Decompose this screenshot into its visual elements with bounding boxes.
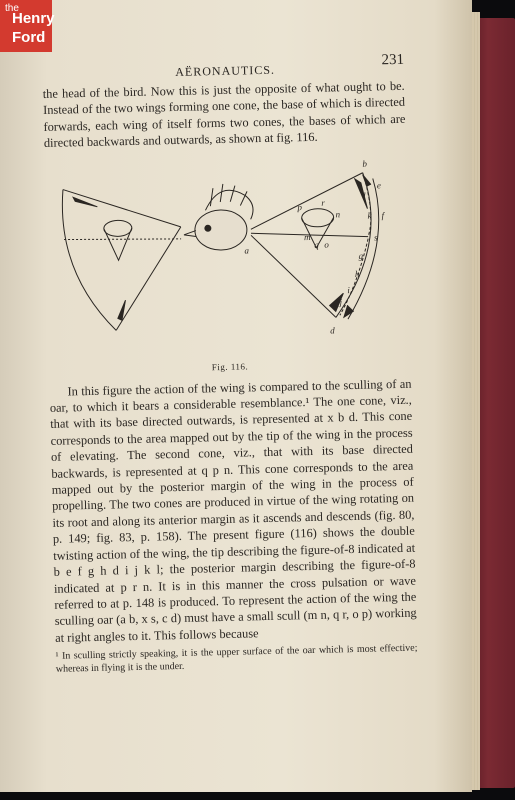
bird-body	[194, 209, 247, 250]
figure-116	[44, 153, 410, 361]
label-k: k	[367, 210, 372, 221]
label-b: b	[362, 158, 368, 169]
right-wing-arc	[333, 172, 374, 317]
figure-caption: Fig. 116.	[211, 361, 249, 372]
label-a: a	[244, 244, 249, 256]
wing-diagram	[44, 153, 410, 361]
label-j: j	[339, 296, 343, 307]
label-q: q	[314, 239, 319, 250]
right-cone-ellipse	[301, 208, 333, 227]
logo-ford: Ford	[12, 29, 46, 46]
label-f: f	[381, 209, 385, 220]
label-d: d	[330, 325, 335, 336]
left-wing-upper	[63, 187, 181, 230]
label-h: h	[354, 268, 360, 279]
label-g: g	[358, 250, 364, 261]
henry-ford-logo	[0, 0, 55, 52]
left-wing-arc	[62, 188, 116, 331]
label-o: o	[324, 239, 329, 250]
logo-henry: Henry	[12, 10, 55, 27]
paragraph-2: In this figure the action of the wing is compared to the sculling of an oar, to which it bears a considerable resemblance.¹ The one cone, viz., that with its base directed outwards, is represented at x b d. This cone corresponds to the area mapped out by the tip of the wing in the process of elevating. The second cone, viz., that with its base directed backwards, is represented at q p n. This cone corresponds to the area mapped out by the posterior margin of the wing in the process of propelling. The two cones are produced in virtue of the wing rotating on its root and along its anterior margin as it ascends and descends (fig. 80, p. 149; fig. 83, p. 158). The present figure (116) shows the double twisting action of the wing, the tip describing the figure-of-8 indicated at b e f g h d i j k l; the posterior margin describing the figure-of-8 indicated at p r n. It is in this manner the cross pulsation or wave referred to at p. 148 is produced. To represent the action of the wing the sculling oar (a b, x s, c d) must have a small scull (m n, q r, o p) working at right angles to it. This follows because	[49, 376, 417, 645]
bird-beak	[184, 230, 196, 236]
label-s: s	[373, 232, 378, 243]
right-wing-lower	[251, 233, 336, 319]
left-wing-lower	[114, 227, 183, 330]
label-i: i	[347, 284, 350, 295]
label-p: p	[297, 201, 303, 212]
right-wing-upper	[250, 172, 364, 229]
label-l: l	[363, 190, 366, 201]
page-number: 231	[381, 51, 405, 69]
label-n: n	[335, 208, 341, 220]
running-title: AËRONAUTICS.	[175, 62, 276, 79]
label-m: m	[303, 231, 311, 242]
page-content	[42, 52, 418, 676]
left-cone-ellipse	[104, 220, 132, 237]
label-r: r	[321, 197, 325, 208]
paragraph-1: the head of the bird. Now this is just the opposite of what ought to be. Instead of the two wings forming one cone, the base of which is directed forwards, each wing of itself forms two cones, the bases of which are directed backwards and outwards, as shown at fig. 116.	[42, 78, 406, 151]
logo-the: the	[5, 3, 19, 14]
left-cone	[104, 228, 133, 261]
bird-eye	[205, 225, 211, 231]
footnote: ¹ In sculling strictly speaking, it is the upper surface of the oar which is most effective; whereas in flying it is the under.	[55, 642, 418, 675]
label-e: e	[376, 179, 382, 191]
